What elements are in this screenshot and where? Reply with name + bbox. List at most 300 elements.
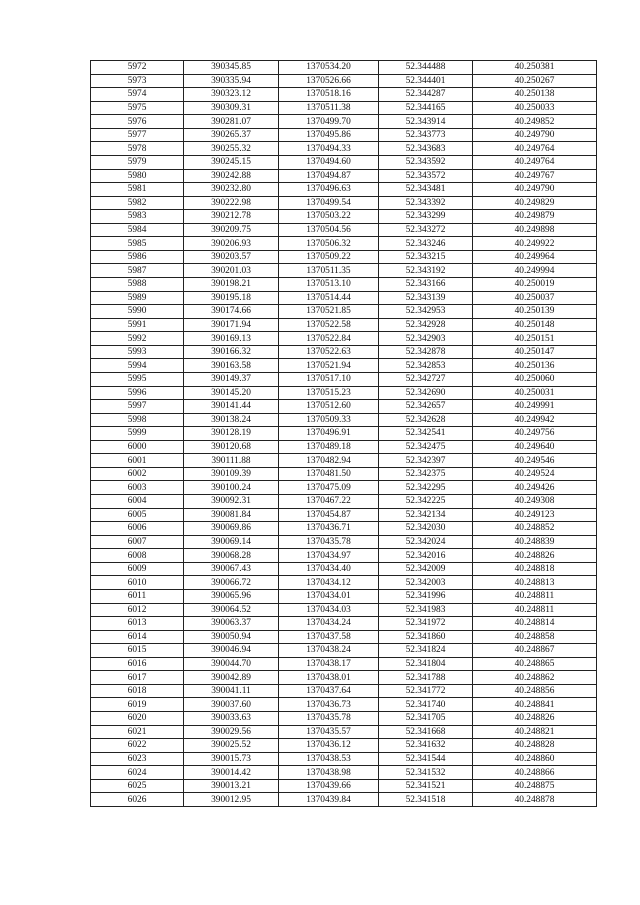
x-coordinate-cell: 390046.94	[184, 644, 279, 658]
longitude-cell: 40.248865	[473, 657, 597, 671]
longitude-cell: 40.249790	[473, 128, 597, 142]
longitude-cell: 40.249898	[473, 223, 597, 237]
y-coordinate-cell: 1370439.66	[279, 779, 379, 793]
latitude-cell: 52.341740	[379, 698, 473, 712]
point-number-cell: 5979	[91, 155, 184, 169]
x-coordinate-cell: 390025.52	[184, 739, 279, 753]
y-coordinate-cell: 1370434.12	[279, 576, 379, 590]
latitude-cell: 52.341518	[379, 793, 473, 807]
latitude-cell: 52.343192	[379, 264, 473, 278]
y-coordinate-cell: 1370511.38	[279, 101, 379, 115]
table-row	[91, 752, 597, 766]
latitude-cell: 52.343592	[379, 155, 473, 169]
x-coordinate-cell: 390042.89	[184, 671, 279, 685]
longitude-cell: 40.249767	[473, 169, 597, 183]
longitude-cell: 40.249764	[473, 142, 597, 156]
y-coordinate-cell: 1370521.85	[279, 305, 379, 319]
latitude-cell: 52.343392	[379, 196, 473, 210]
x-coordinate-cell: 390069.86	[184, 522, 279, 536]
point-number-cell: 6012	[91, 603, 184, 617]
latitude-cell: 52.344287	[379, 88, 473, 102]
point-number-cell: 5983	[91, 210, 184, 224]
x-coordinate-cell: 390145.20	[184, 386, 279, 400]
longitude-cell: 40.248811	[473, 589, 597, 603]
table-row	[91, 142, 597, 156]
latitude-cell: 52.342878	[379, 345, 473, 359]
longitude-cell: 40.249756	[473, 427, 597, 441]
y-coordinate-cell: 1370534.20	[279, 61, 379, 75]
table-row	[91, 684, 597, 698]
table-row	[91, 115, 597, 129]
point-number-cell: 5993	[91, 345, 184, 359]
longitude-cell: 40.248860	[473, 752, 597, 766]
x-coordinate-cell: 390013.21	[184, 779, 279, 793]
latitude-cell: 52.342953	[379, 305, 473, 319]
table-row	[91, 74, 597, 88]
point-number-cell: 5987	[91, 264, 184, 278]
y-coordinate-cell: 1370438.98	[279, 766, 379, 780]
x-coordinate-cell: 390171.94	[184, 318, 279, 332]
x-coordinate-cell: 390063.37	[184, 617, 279, 631]
latitude-cell: 52.341705	[379, 712, 473, 726]
point-number-cell: 6021	[91, 725, 184, 739]
longitude-cell: 40.250267	[473, 74, 597, 88]
table-row	[91, 237, 597, 251]
table-row	[91, 562, 597, 576]
table-row	[91, 725, 597, 739]
table-row	[91, 400, 597, 414]
latitude-cell: 52.342375	[379, 467, 473, 481]
x-coordinate-cell: 390128.19	[184, 427, 279, 441]
table-row	[91, 427, 597, 441]
y-coordinate-cell: 1370504.56	[279, 223, 379, 237]
longitude-cell: 40.249942	[473, 413, 597, 427]
latitude-cell: 52.341788	[379, 671, 473, 685]
latitude-cell: 52.342030	[379, 522, 473, 536]
point-number-cell: 6009	[91, 562, 184, 576]
y-coordinate-cell: 1370499.70	[279, 115, 379, 129]
longitude-cell: 40.250147	[473, 345, 597, 359]
table-row	[91, 440, 597, 454]
latitude-cell: 52.341804	[379, 657, 473, 671]
x-coordinate-cell: 390138.24	[184, 413, 279, 427]
x-coordinate-cell: 390066.72	[184, 576, 279, 590]
y-coordinate-cell: 1370434.03	[279, 603, 379, 617]
latitude-cell: 52.341983	[379, 603, 473, 617]
point-number-cell: 5978	[91, 142, 184, 156]
longitude-cell: 40.248878	[473, 793, 597, 807]
x-coordinate-cell: 390029.56	[184, 725, 279, 739]
y-coordinate-cell: 1370506.32	[279, 237, 379, 251]
latitude-cell: 52.341532	[379, 766, 473, 780]
point-number-cell: 6018	[91, 684, 184, 698]
point-number-cell: 5981	[91, 183, 184, 197]
table-row	[91, 291, 597, 305]
x-coordinate-cell: 390232.80	[184, 183, 279, 197]
x-coordinate-cell: 390323.12	[184, 88, 279, 102]
table-row	[91, 305, 597, 319]
table-row	[91, 630, 597, 644]
x-coordinate-cell: 390064.52	[184, 603, 279, 617]
table-row	[91, 386, 597, 400]
x-coordinate-cell: 390245.15	[184, 155, 279, 169]
point-number-cell: 6014	[91, 630, 184, 644]
longitude-cell: 40.248811	[473, 603, 597, 617]
longitude-cell: 40.249764	[473, 155, 597, 169]
longitude-cell: 40.250139	[473, 305, 597, 319]
y-coordinate-cell: 1370515.23	[279, 386, 379, 400]
table-row	[91, 589, 597, 603]
latitude-cell: 52.343773	[379, 128, 473, 142]
table-row	[91, 576, 597, 590]
latitude-cell: 52.343139	[379, 291, 473, 305]
table-row	[91, 155, 597, 169]
longitude-cell: 40.248821	[473, 725, 597, 739]
latitude-cell: 52.343914	[379, 115, 473, 129]
latitude-cell: 52.342541	[379, 427, 473, 441]
point-number-cell: 6001	[91, 454, 184, 468]
y-coordinate-cell: 1370438.53	[279, 752, 379, 766]
y-coordinate-cell: 1370435.78	[279, 712, 379, 726]
y-coordinate-cell: 1370496.63	[279, 183, 379, 197]
longitude-cell: 40.248828	[473, 739, 597, 753]
point-number-cell: 5990	[91, 305, 184, 319]
point-number-cell: 5992	[91, 332, 184, 346]
point-number-cell: 6020	[91, 712, 184, 726]
y-coordinate-cell: 1370509.33	[279, 413, 379, 427]
table-row	[91, 61, 597, 75]
latitude-cell: 52.342397	[379, 454, 473, 468]
latitude-cell: 52.342628	[379, 413, 473, 427]
longitude-cell: 40.250031	[473, 386, 597, 400]
point-number-cell: 6015	[91, 644, 184, 658]
x-coordinate-cell: 390092.31	[184, 495, 279, 509]
x-coordinate-cell: 390242.88	[184, 169, 279, 183]
table-row	[91, 101, 597, 115]
x-coordinate-cell: 390041.11	[184, 684, 279, 698]
y-coordinate-cell: 1370434.97	[279, 549, 379, 563]
y-coordinate-cell: 1370435.57	[279, 725, 379, 739]
y-coordinate-cell: 1370437.64	[279, 684, 379, 698]
table-row	[91, 467, 597, 481]
x-coordinate-cell: 390265.37	[184, 128, 279, 142]
point-number-cell: 6025	[91, 779, 184, 793]
latitude-cell: 52.341544	[379, 752, 473, 766]
table-row	[91, 766, 597, 780]
table-row	[91, 535, 597, 549]
longitude-cell: 40.248875	[473, 779, 597, 793]
x-coordinate-cell: 390174.66	[184, 305, 279, 319]
longitude-cell: 40.249308	[473, 495, 597, 509]
longitude-cell: 40.249964	[473, 250, 597, 264]
x-coordinate-cell: 390198.21	[184, 278, 279, 292]
point-number-cell: 6017	[91, 671, 184, 685]
x-coordinate-cell: 390281.07	[184, 115, 279, 129]
table-row	[91, 657, 597, 671]
y-coordinate-cell: 1370482.94	[279, 454, 379, 468]
latitude-cell: 52.342928	[379, 318, 473, 332]
longitude-cell: 40.249879	[473, 210, 597, 224]
latitude-cell: 52.342903	[379, 332, 473, 346]
table-row	[91, 250, 597, 264]
latitude-cell: 52.342024	[379, 535, 473, 549]
point-number-cell: 6026	[91, 793, 184, 807]
y-coordinate-cell: 1370518.16	[279, 88, 379, 102]
y-coordinate-cell: 1370509.22	[279, 250, 379, 264]
table-row	[91, 698, 597, 712]
point-number-cell: 5988	[91, 278, 184, 292]
point-number-cell: 5975	[91, 101, 184, 115]
x-coordinate-cell: 390100.24	[184, 481, 279, 495]
y-coordinate-cell: 1370521.94	[279, 359, 379, 373]
latitude-cell: 52.341824	[379, 644, 473, 658]
point-number-cell: 6006	[91, 522, 184, 536]
y-coordinate-cell: 1370436.12	[279, 739, 379, 753]
latitude-cell: 52.343572	[379, 169, 473, 183]
table-row	[91, 671, 597, 685]
x-coordinate-cell: 390015.73	[184, 752, 279, 766]
point-number-cell: 5998	[91, 413, 184, 427]
longitude-cell: 40.249426	[473, 481, 597, 495]
point-number-cell: 6007	[91, 535, 184, 549]
longitude-cell: 40.249123	[473, 508, 597, 522]
latitude-cell: 52.342295	[379, 481, 473, 495]
latitude-cell: 52.341668	[379, 725, 473, 739]
x-coordinate-cell: 390050.94	[184, 630, 279, 644]
x-coordinate-cell: 390141.44	[184, 400, 279, 414]
y-coordinate-cell: 1370513.10	[279, 278, 379, 292]
x-coordinate-cell: 390345.85	[184, 61, 279, 75]
x-coordinate-cell: 390166.32	[184, 345, 279, 359]
y-coordinate-cell: 1370434.01	[279, 589, 379, 603]
y-coordinate-cell: 1370522.58	[279, 318, 379, 332]
latitude-cell: 52.341996	[379, 589, 473, 603]
y-coordinate-cell: 1370475.09	[279, 481, 379, 495]
table-row	[91, 779, 597, 793]
y-coordinate-cell: 1370467.22	[279, 495, 379, 509]
table-row	[91, 739, 597, 753]
x-coordinate-cell: 390012.95	[184, 793, 279, 807]
latitude-cell: 52.341521	[379, 779, 473, 793]
longitude-cell: 40.248867	[473, 644, 597, 658]
longitude-cell: 40.248841	[473, 698, 597, 712]
x-coordinate-cell: 390065.96	[184, 589, 279, 603]
y-coordinate-cell: 1370503.22	[279, 210, 379, 224]
y-coordinate-cell: 1370522.63	[279, 345, 379, 359]
table-row	[91, 318, 597, 332]
longitude-cell: 40.248856	[473, 684, 597, 698]
latitude-cell: 52.342225	[379, 495, 473, 509]
longitude-cell: 40.250151	[473, 332, 597, 346]
x-coordinate-cell: 390206.93	[184, 237, 279, 251]
x-coordinate-cell: 390201.03	[184, 264, 279, 278]
table-row	[91, 332, 597, 346]
x-coordinate-cell: 390163.58	[184, 359, 279, 373]
y-coordinate-cell: 1370434.40	[279, 562, 379, 576]
latitude-cell: 52.341772	[379, 684, 473, 698]
point-number-cell: 5977	[91, 128, 184, 142]
x-coordinate-cell: 390195.18	[184, 291, 279, 305]
point-number-cell: 5972	[91, 61, 184, 75]
longitude-cell: 40.248818	[473, 562, 597, 576]
y-coordinate-cell: 1370436.71	[279, 522, 379, 536]
longitude-cell: 40.249524	[473, 467, 597, 481]
table-row	[91, 183, 597, 197]
point-number-cell: 6024	[91, 766, 184, 780]
longitude-cell: 40.250060	[473, 372, 597, 386]
latitude-cell: 52.342727	[379, 372, 473, 386]
longitude-cell: 40.248814	[473, 617, 597, 631]
table-row	[91, 128, 597, 142]
point-number-cell: 5989	[91, 291, 184, 305]
table-row	[91, 644, 597, 658]
y-coordinate-cell: 1370499.54	[279, 196, 379, 210]
table-row	[91, 617, 597, 631]
latitude-cell: 52.343246	[379, 237, 473, 251]
x-coordinate-cell: 390044.70	[184, 657, 279, 671]
y-coordinate-cell: 1370496.91	[279, 427, 379, 441]
point-number-cell: 5994	[91, 359, 184, 373]
table-row	[91, 223, 597, 237]
y-coordinate-cell: 1370514.44	[279, 291, 379, 305]
point-number-cell: 6019	[91, 698, 184, 712]
y-coordinate-cell: 1370512.60	[279, 400, 379, 414]
x-coordinate-cell: 390335.94	[184, 74, 279, 88]
point-number-cell: 6022	[91, 739, 184, 753]
y-coordinate-cell: 1370494.60	[279, 155, 379, 169]
table-row	[91, 712, 597, 726]
y-coordinate-cell: 1370436.73	[279, 698, 379, 712]
y-coordinate-cell: 1370494.33	[279, 142, 379, 156]
longitude-cell: 40.250019	[473, 278, 597, 292]
point-number-cell: 6002	[91, 467, 184, 481]
longitude-cell: 40.250148	[473, 318, 597, 332]
point-number-cell: 6016	[91, 657, 184, 671]
longitude-cell: 40.248826	[473, 712, 597, 726]
latitude-cell: 52.342134	[379, 508, 473, 522]
y-coordinate-cell: 1370526.66	[279, 74, 379, 88]
y-coordinate-cell: 1370454.87	[279, 508, 379, 522]
latitude-cell: 52.344165	[379, 101, 473, 115]
y-coordinate-cell: 1370439.84	[279, 793, 379, 807]
longitude-cell: 40.248858	[473, 630, 597, 644]
point-number-cell: 6005	[91, 508, 184, 522]
y-coordinate-cell: 1370517.10	[279, 372, 379, 386]
table-row	[91, 345, 597, 359]
longitude-cell: 40.249640	[473, 440, 597, 454]
point-number-cell: 6000	[91, 440, 184, 454]
x-coordinate-cell: 390169.13	[184, 332, 279, 346]
x-coordinate-cell: 390149.37	[184, 372, 279, 386]
latitude-cell: 52.342475	[379, 440, 473, 454]
table-row	[91, 359, 597, 373]
table-row	[91, 481, 597, 495]
coordinates-table	[90, 60, 597, 807]
longitude-cell: 40.249546	[473, 454, 597, 468]
table-row	[91, 196, 597, 210]
y-coordinate-cell: 1370481.50	[279, 467, 379, 481]
longitude-cell: 40.249991	[473, 400, 597, 414]
x-coordinate-cell: 390081.84	[184, 508, 279, 522]
y-coordinate-cell: 1370438.24	[279, 644, 379, 658]
latitude-cell: 52.344401	[379, 74, 473, 88]
table-row	[91, 210, 597, 224]
longitude-cell: 40.248852	[473, 522, 597, 536]
coordinates-table-body	[91, 61, 597, 807]
table-row	[91, 793, 597, 807]
point-number-cell: 6003	[91, 481, 184, 495]
point-number-cell: 5976	[91, 115, 184, 129]
x-coordinate-cell: 390203.57	[184, 250, 279, 264]
longitude-cell: 40.250381	[473, 61, 597, 75]
y-coordinate-cell: 1370489.18	[279, 440, 379, 454]
y-coordinate-cell: 1370438.01	[279, 671, 379, 685]
table-row	[91, 508, 597, 522]
point-number-cell: 5999	[91, 427, 184, 441]
x-coordinate-cell: 390109.39	[184, 467, 279, 481]
x-coordinate-cell: 390014.42	[184, 766, 279, 780]
point-number-cell: 6004	[91, 495, 184, 509]
x-coordinate-cell: 390309.31	[184, 101, 279, 115]
y-coordinate-cell: 1370435.78	[279, 535, 379, 549]
point-number-cell: 5991	[91, 318, 184, 332]
y-coordinate-cell: 1370495.86	[279, 128, 379, 142]
point-number-cell: 5985	[91, 237, 184, 251]
y-coordinate-cell: 1370434.24	[279, 617, 379, 631]
latitude-cell: 52.343481	[379, 183, 473, 197]
x-coordinate-cell: 390209.75	[184, 223, 279, 237]
latitude-cell: 52.342003	[379, 576, 473, 590]
point-number-cell: 5973	[91, 74, 184, 88]
y-coordinate-cell: 1370511.35	[279, 264, 379, 278]
longitude-cell: 40.249790	[473, 183, 597, 197]
longitude-cell: 40.249852	[473, 115, 597, 129]
longitude-cell: 40.248813	[473, 576, 597, 590]
x-coordinate-cell: 390068.28	[184, 549, 279, 563]
latitude-cell: 52.341632	[379, 739, 473, 753]
x-coordinate-cell: 390067.43	[184, 562, 279, 576]
longitude-cell: 40.250138	[473, 88, 597, 102]
table-row	[91, 495, 597, 509]
latitude-cell: 52.344488	[379, 61, 473, 75]
x-coordinate-cell: 390069.14	[184, 535, 279, 549]
latitude-cell: 52.342690	[379, 386, 473, 400]
table-row	[91, 264, 597, 278]
table-row	[91, 603, 597, 617]
x-coordinate-cell: 390033.63	[184, 712, 279, 726]
latitude-cell: 52.341860	[379, 630, 473, 644]
x-coordinate-cell: 390120.68	[184, 440, 279, 454]
y-coordinate-cell: 1370494.87	[279, 169, 379, 183]
table-row	[91, 88, 597, 102]
latitude-cell: 52.343683	[379, 142, 473, 156]
table-row	[91, 522, 597, 536]
longitude-cell: 40.249994	[473, 264, 597, 278]
table-row	[91, 372, 597, 386]
longitude-cell: 40.248866	[473, 766, 597, 780]
latitude-cell: 52.343166	[379, 278, 473, 292]
y-coordinate-cell: 1370522.84	[279, 332, 379, 346]
table-row	[91, 278, 597, 292]
longitude-cell: 40.248862	[473, 671, 597, 685]
latitude-cell: 52.342657	[379, 400, 473, 414]
table-row	[91, 413, 597, 427]
longitude-cell: 40.248826	[473, 549, 597, 563]
latitude-cell: 52.341972	[379, 617, 473, 631]
longitude-cell: 40.250037	[473, 291, 597, 305]
x-coordinate-cell: 390212.78	[184, 210, 279, 224]
latitude-cell: 52.343215	[379, 250, 473, 264]
